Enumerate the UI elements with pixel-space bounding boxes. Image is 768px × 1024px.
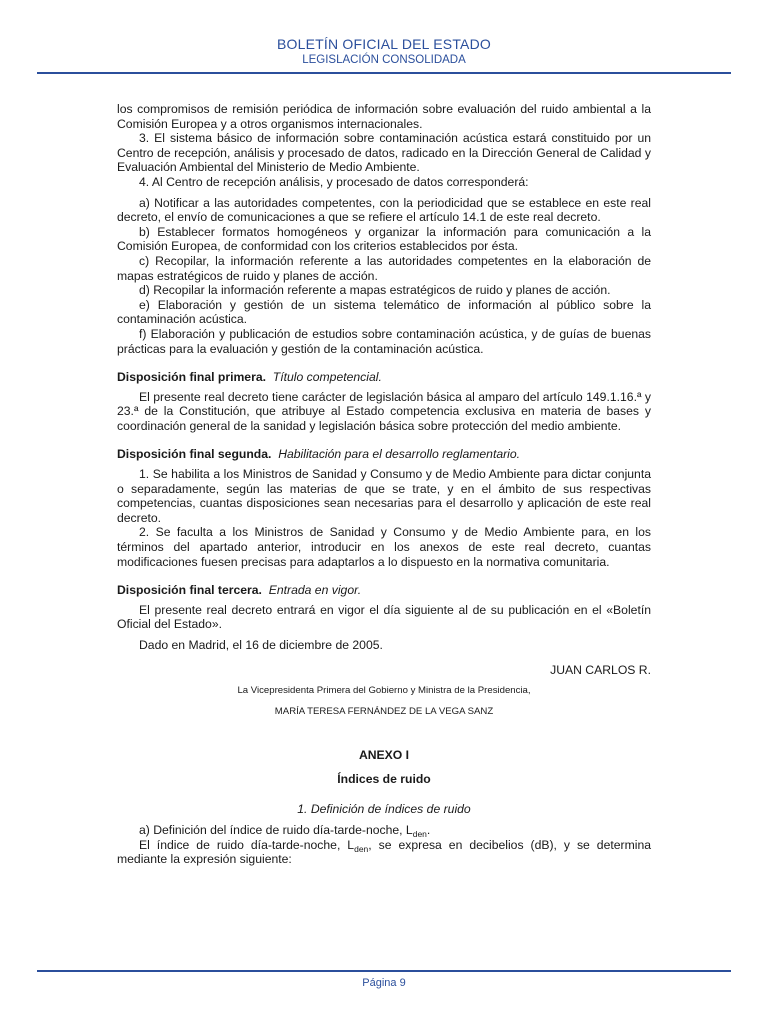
section-heading-final-3	[117, 583, 651, 598]
section-heading-final-1	[117, 370, 651, 385]
definition-b-end: , se expresa en decibelios (dB), y se determina mediante la expresión siguiente:	[117, 837, 651, 867]
section-title: Disposición final tercera.	[117, 583, 262, 598]
page-number: Página 9	[362, 977, 406, 989]
definition-a-end: .	[426, 822, 431, 837]
section-subtitle: Habilitación para el desarrollo reglamentario.	[278, 447, 521, 462]
section-heading-final-2	[117, 447, 651, 462]
definition-a	[117, 823, 651, 838]
list-item-d: d) Recopilar la información referente a mapas estratégicos de ruido y planes de acción.	[139, 283, 611, 298]
section-title: Disposición final primera.	[117, 370, 266, 385]
definition-a-text: a) Definición del índice de ruido día-tarde-noche, L	[139, 822, 413, 837]
paragraph-continuation: los compromisos de remisión periódica de información sobre evaluación del ruido ambiental a la Comisión Europea y a otros organismos internacionales.	[117, 102, 651, 131]
definition-b-text: El índice de ruido día-tarde-noche, L	[139, 837, 355, 852]
paragraph-4: 4. Al Centro de recepción análisis, y procesado de datos corresponderá:	[139, 174, 529, 189]
section-subtitle: Entrada en vigor.	[268, 583, 362, 598]
annex-section-title: 1. Definición de índices de ruido	[297, 802, 471, 817]
section-text: 1. Se habilita a los Ministros de Sanidad y Consumo y de Medio Ambiente para dictar conjunta o separadamente, según las materias de que se trate, y en el ámbito de sus respectivas competencias, cuantas disposiciones sean necesarias para el desarrollo y aplicación de este real decreto.	[117, 467, 651, 525]
list-item-f: f) Elaboración y publicación de estudios sobre contaminación acústica, y de guías de buenas prácticas para la evaluación y gestión de la contaminación acústica.	[117, 326, 651, 356]
subscript-den: den	[412, 828, 427, 839]
footer-divider	[37, 970, 731, 972]
bulletin-subtitle: LEGISLACIÓN CONSOLIDADA	[302, 54, 466, 66]
list-item-c: c) Recopilar, la información referente a las autoridades competentes en la elaboración de mapas estratégicos de ruido y planes de acción.	[117, 253, 651, 283]
list-item-e: e) Elaboración y gestión de un sistema telemático de información al público sobre la contaminación acústica.	[117, 297, 651, 327]
document-body	[117, 102, 651, 867]
list-item-a: a) Notificar a las autoridades competentes, con la periodicidad que se establece en este real decreto, el envío de comunicaciones a que se refiere el artículo 14.1 de este real decreto.	[117, 195, 651, 225]
annex-label: ANEXO I	[358, 748, 410, 763]
section-title: Disposición final segunda.	[117, 447, 272, 462]
section-text: El presente real decreto entrará en vigor el día siguiente al de su publicación en el «Boletín Oficial del Estado».	[117, 602, 651, 632]
minister-role: La Vicepresidenta Primera del Gobierno y Ministra de la Presidencia,	[237, 685, 531, 697]
section-text: El presente real decreto tiene carácter de legislación básica al amparo del artículo 149.1.16.ª y 23.ª de la Constitución, que atribuye al Estado competencia exclusiva en materia de bases y coordinación general de la sanidad y legislación básica sobre protección del medio ambiente.	[117, 389, 651, 433]
subscript-den: den	[354, 843, 369, 854]
date-place: Dado en Madrid, el 16 de diciembre de 2005.	[139, 638, 383, 652]
definition-b	[117, 838, 651, 867]
bulletin-title: BOLETÍN OFICIAL DEL ESTADO	[277, 36, 491, 52]
section-text: 2. Se faculta a los Ministros de Sanidad y Consumo y de Medio Ambiente para, en los términos del apartado anterior, introducir en los anexos de este real decreto, cuantas modificaciones fuesen precisas para adaptarlos a lo dispuesto en la normativa comunitaria.	[117, 525, 651, 569]
signature: JUAN CARLOS R.	[550, 662, 651, 677]
minister-name: MARÍA TERESA FERNÁNDEZ DE LA VEGA SANZ	[274, 705, 494, 717]
section-subtitle: Título competencial.	[272, 370, 382, 385]
paragraph-3: 3. El sistema básico de información sobre contaminación acústica estará constituido por un Centro de recepción, análisis y procesado de datos, radicado en la Dirección General de Calidad y Evaluación Ambiental del Ministerio de Medio Ambiente.	[117, 131, 651, 175]
annex-title: Índices de ruido	[337, 771, 431, 786]
list-item-b: b) Establecer formatos homogéneos y organizar la información para comunicación a la Comisión Europea, de conformidad con los criterios establecidos por ésta.	[117, 224, 651, 254]
header-divider	[37, 72, 731, 74]
